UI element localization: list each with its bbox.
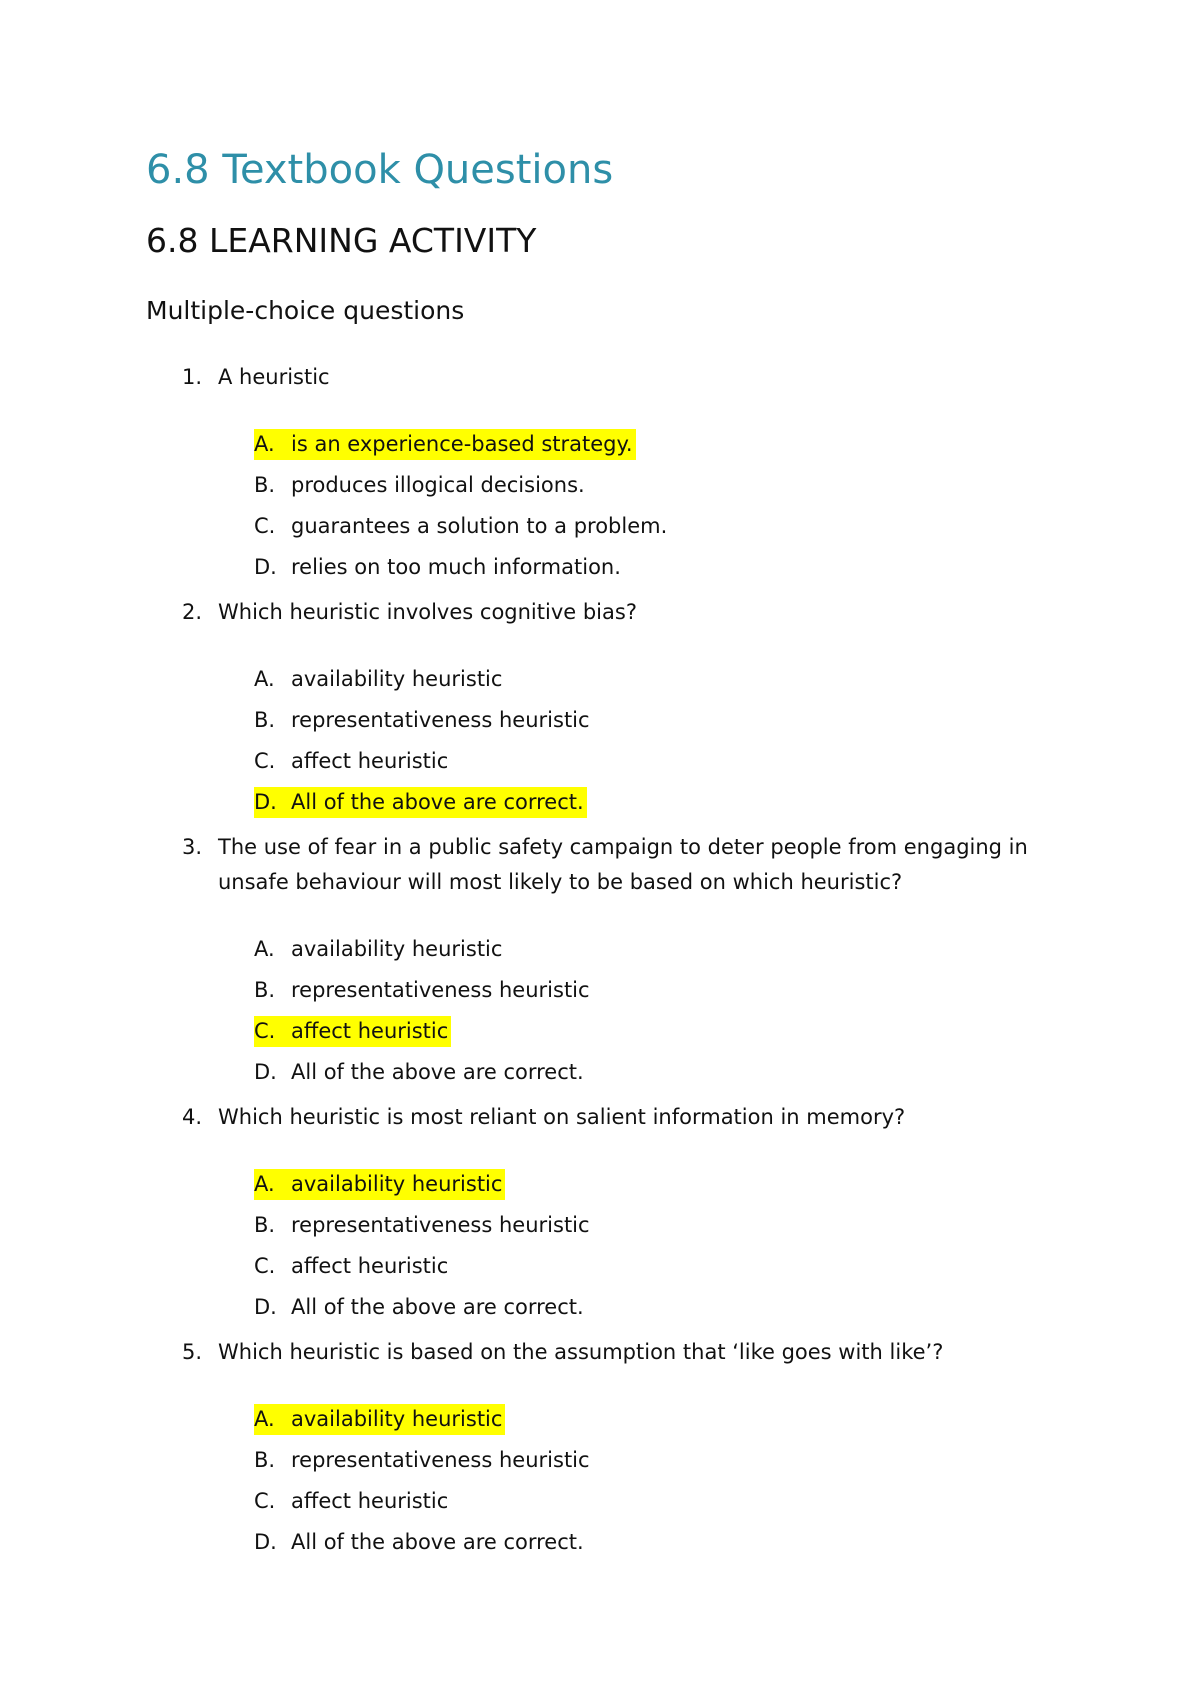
option-text: availability heuristic <box>291 667 503 691</box>
option-letter: A. <box>254 1172 275 1196</box>
option-label <box>254 1486 451 1517</box>
question-4 <box>146 1100 1066 1329</box>
option-letter: A. <box>254 937 275 961</box>
option-letter: D. <box>254 1295 277 1319</box>
option-text: is an experience-based strategy. <box>291 432 633 456</box>
option-list <box>146 1165 1066 1329</box>
option-label <box>254 1210 593 1241</box>
option-text: availability heuristic <box>291 1172 503 1196</box>
option-text: affect heuristic <box>291 1254 449 1278</box>
option-b <box>146 466 1066 507</box>
option-c <box>146 742 1066 783</box>
option-label <box>254 1292 587 1323</box>
option-d <box>146 1053 1066 1094</box>
option-a <box>146 1400 1066 1441</box>
question-3 <box>146 830 1066 1094</box>
option-label <box>254 746 451 777</box>
option-text: availability heuristic <box>291 1407 503 1431</box>
option-b <box>146 971 1066 1012</box>
option-letter: D. <box>254 790 277 814</box>
question-number: 1. <box>182 365 203 389</box>
option-list <box>146 660 1066 824</box>
question-number: 2. <box>182 600 203 624</box>
option-d <box>146 1523 1066 1564</box>
option-d <box>146 548 1066 589</box>
option-c <box>146 1482 1066 1523</box>
option-a <box>146 1165 1066 1206</box>
option-letter: C. <box>254 749 276 773</box>
option-text: representativeness heuristic <box>291 1213 590 1237</box>
option-label <box>254 1016 451 1047</box>
option-letter: A. <box>254 1407 275 1431</box>
option-letter: B. <box>254 978 276 1002</box>
option-letter: B. <box>254 708 276 732</box>
option-c <box>146 1247 1066 1288</box>
option-label <box>254 1057 587 1088</box>
option-label <box>254 705 593 736</box>
option-b <box>146 1441 1066 1482</box>
option-label <box>254 975 593 1006</box>
question-text: Which heuristic is based on the assumption that ‘like goes with like’? <box>218 1340 944 1364</box>
option-text: affect heuristic <box>291 1019 449 1043</box>
option-text: affect heuristic <box>291 749 449 773</box>
option-letter: C. <box>254 1019 276 1043</box>
question-number: 4. <box>182 1105 203 1129</box>
option-text: produces illogical decisions. <box>291 473 585 497</box>
option-letter: C. <box>254 1489 276 1513</box>
option-c <box>146 1012 1066 1053</box>
option-c <box>146 507 1066 548</box>
option-list <box>146 425 1066 589</box>
option-text: representativeness heuristic <box>291 978 590 1002</box>
question-text: Which heuristic is most reliant on salient information in memory? <box>218 1105 906 1129</box>
option-text: representativeness heuristic <box>291 708 590 732</box>
activity-heading: 6.8 LEARNING ACTIVITY <box>146 221 537 260</box>
option-text: affect heuristic <box>291 1489 449 1513</box>
option-label <box>254 552 624 583</box>
option-a <box>146 425 1066 466</box>
section-heading: Multiple-choice questions <box>146 296 465 325</box>
option-a <box>146 660 1066 701</box>
option-label <box>254 1169 505 1200</box>
option-letter: B. <box>254 1213 276 1237</box>
question-2 <box>146 595 1066 824</box>
question-1 <box>146 360 1066 589</box>
option-letter: C. <box>254 1254 276 1278</box>
option-letter: A. <box>254 432 275 456</box>
option-d <box>146 783 1066 824</box>
option-label <box>254 1445 593 1476</box>
option-list <box>146 1400 1066 1564</box>
option-label <box>254 470 588 501</box>
option-letter: A. <box>254 667 275 691</box>
option-label <box>254 787 587 818</box>
question-number: 3. <box>182 835 203 859</box>
option-label <box>254 429 636 460</box>
option-letter: C. <box>254 514 276 538</box>
option-text: relies on too much information. <box>291 555 621 579</box>
option-list <box>146 930 1066 1094</box>
question-text: Which heuristic involves cognitive bias? <box>218 600 637 624</box>
option-text: All of the above are correct. <box>291 1295 584 1319</box>
question-number: 5. <box>182 1340 203 1364</box>
option-a <box>146 930 1066 971</box>
option-text: representativeness heuristic <box>291 1448 590 1472</box>
option-letter: D. <box>254 1060 277 1084</box>
option-b <box>146 1206 1066 1247</box>
option-letter: B. <box>254 473 276 497</box>
option-text: All of the above are correct. <box>291 1060 584 1084</box>
question-5 <box>146 1335 1066 1564</box>
option-label <box>254 664 505 695</box>
option-label <box>254 1404 505 1435</box>
option-letter: D. <box>254 1530 277 1554</box>
option-text: All of the above are correct. <box>291 790 584 814</box>
option-text: availability heuristic <box>291 937 503 961</box>
option-label <box>254 1251 451 1282</box>
option-label <box>254 934 505 965</box>
question-text: A heuristic <box>218 365 330 389</box>
question-list <box>146 360 1066 1570</box>
option-letter: B. <box>254 1448 276 1472</box>
option-label <box>254 1527 587 1558</box>
option-letter: D. <box>254 555 277 579</box>
option-text: All of the above are correct. <box>291 1530 584 1554</box>
page-title: 6.8 Textbook Questions <box>146 147 614 193</box>
option-label <box>254 511 670 542</box>
option-b <box>146 701 1066 742</box>
question-text: The use of fear in a public safety campaign to deter people from engaging in unsafe behaviour will most likely to be based on which heuristic? <box>218 835 1028 894</box>
option-d <box>146 1288 1066 1329</box>
option-text: guarantees a solution to a problem. <box>291 514 668 538</box>
